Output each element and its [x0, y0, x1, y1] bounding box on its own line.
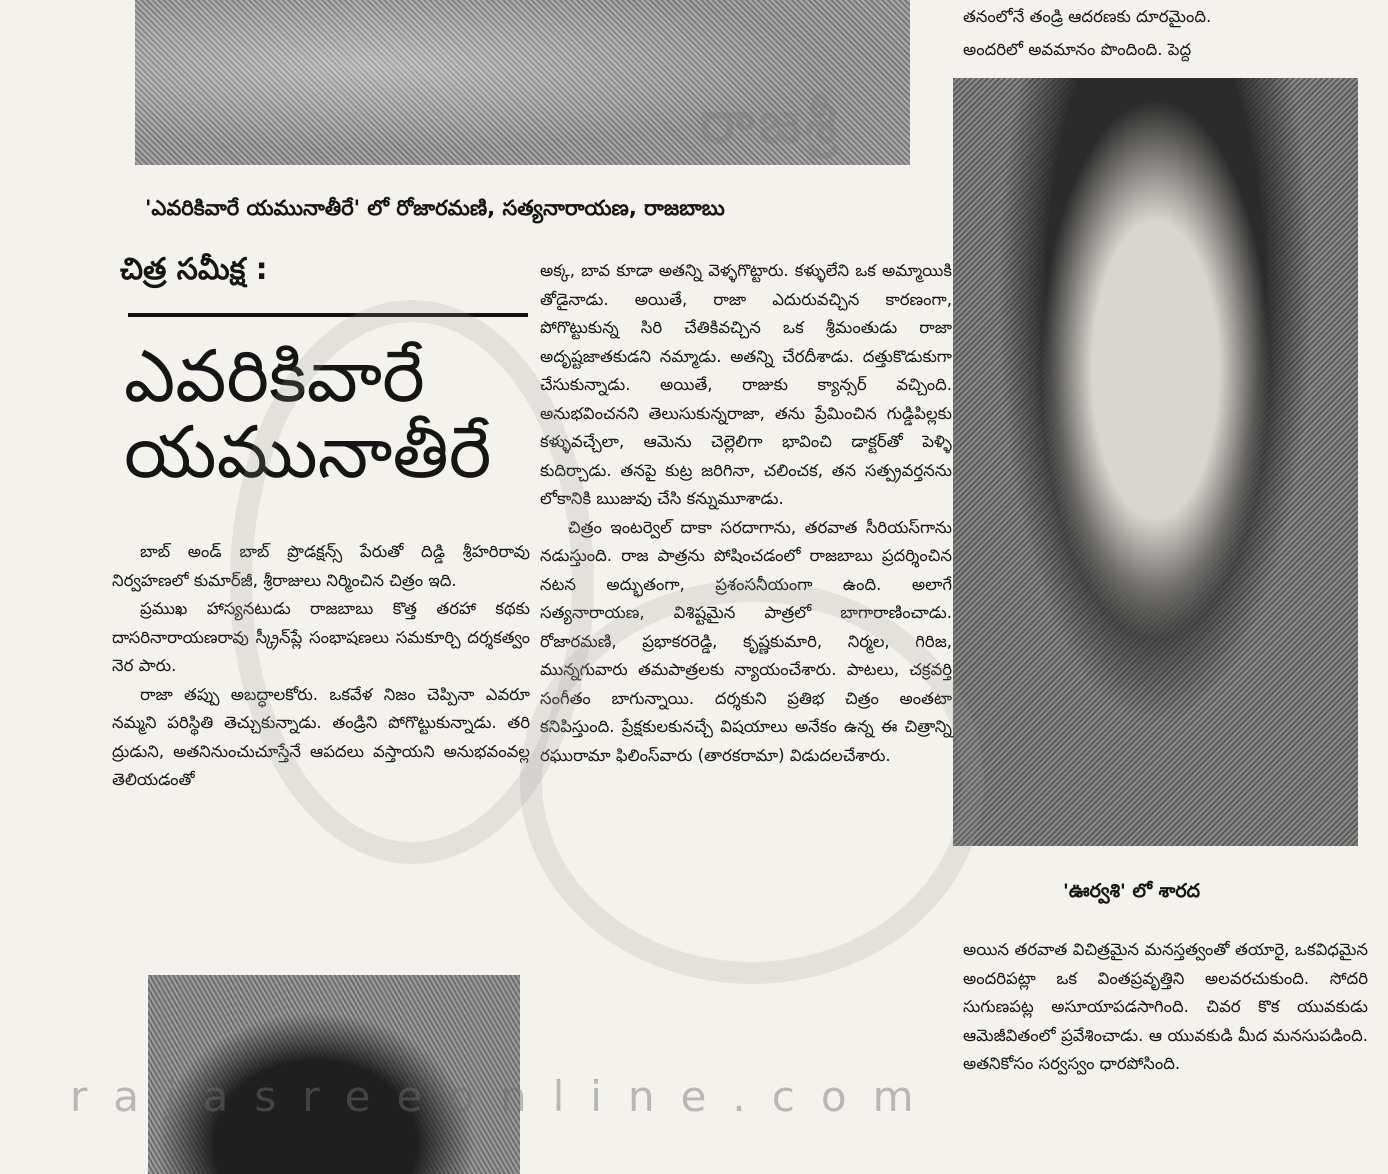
article-headline [124, 334, 544, 494]
paragraph-line: తనంలోనే తండ్రి ఆదరణకు దూరమైంది. [963, 7, 1212, 26]
paragraph: చిత్రం ఇంటర్వెల్ దాకా సరదాగాను, తరవాత సీరియస్‌గాను నడుస్తుంది. రాజ పాత్రను పోషించడంలో రాజబాబు ప్రదర్శించిన నటన అద్భుతంగా, ప్రశంసనీయంగా ఉంది. అలాగే సత్యనారాయణ, విశిష్టమైన పాత్రలో బాగారాణించాడు. రోజారమణి, ప్రభాకరరెడ్డి, కృష్ణకుమారి, నిర్మల, గిరిజ, మున్నగువారు తమపాత్రలకు న్యాయంచేశారు. పాటలు, చక్రవర్తి సంగీతం బాగున్నాయి. దర్శకుని ప్రతిభ చిత్రం అంతటా కనిపిస్తుంది. ప్రేక్షకులకునచ్చే విషయాలు అనేకం ఉన్న ఈ చిత్రాన్ని రఘురామా ఫిలింస్‌వారు (తారకరామా) విడుదలచేశారు. [540, 517, 952, 765]
article-column-3 [963, 936, 1368, 1079]
headline-line-1: ఎవరికివారే [124, 334, 425, 418]
section-label: చిత్ర సమీక్ష : [120, 252, 268, 287]
paragraph: ప్రముఖ హాస్యనటుడు రాజబాబు కొత్త తరహా కథకు దాసరినారాయణరావు స్క్రీన్‌ప్లే సంభాషణలు సమకూర్చి దర్శకత్వం నెర పారు. [112, 599, 530, 675]
watermark-url: rajasreeonline.com [70, 1072, 940, 1121]
photo-caption-right: 'ఊర్వశి' లో శారద [1063, 880, 1201, 902]
headline-line-2: యమునాతీరే [124, 410, 492, 494]
article-column-1 [112, 538, 530, 795]
paragraph: అక్క, బావ కూడా అతన్ని వెళ్ళగొట్టారు. కళ్ళులేని ఒక అమ్మాయికి తోడైనాడు. అయితే, రాజా ఎదురువచ్చిన కారణంగా, పోగొట్టుకున్న సిరి చేతికివచ్చిన ఒక శ్రీమంతుడు రాజా అదృష్టజాతకుడని నమ్మాడు. అతన్ని చేరదీశాడు. దత్తుకొడుకుగా చేసుకున్నాడు. అయితే, రాజుకు క్యాన్సర్ వచ్చింది. అనుభవించనని తెలుసుకున్నరాజా, తను ప్రేమించిన గుడ్డిపిల్లకు కళ్ళువచ్చేలా, ఆమెను చెల్లెలిగా భావించి డాక్టర్‌తో పెళ్ళి కుదిర్చాడు. తనపై కుట్ర జరిగినా, చలించక, తన సత్ప్రవర్తనను లోకానికి ఋజువు చేసి కన్నుమూశాడు. [540, 261, 952, 508]
portrait-photo-sharada [953, 78, 1358, 846]
paragraph: బాబ్ అండ్ బాబ్ ప్రొడక్షన్స్ పేరుతో దిడ్డి శ్రీహరిరావు నిర్వహణలో కుమార్‌జీ, శ్రీరాజులు నిర్మించిన చిత్రం ఇది. [112, 542, 530, 590]
watermark-logo: రాజశ్రీ [700, 88, 841, 156]
photo-caption-top: 'ఎవరికివారే యమునాతీరే' లో రోజారమణి, సత్యనారాయణ, రాజబాబు [145, 196, 725, 220]
paragraph-line: అందరిలో అవమానం పొందింది. పెద్ద [963, 40, 1192, 59]
article-column-2 [540, 257, 952, 770]
column-right-top [963, 0, 1368, 66]
paragraph: అయిన తరవాత విచిత్రమైన మనస్తత్వంతో తయారై, ఒకవిధమైన అందరిపట్లా ఒక వింతప్రవృత్తిని అలవరచుకుంది. సోదరి సుగుణపట్ల అసూయాపడసాగింది. చివర కొక యువకుడు ఆమెజీవితంలో ప్రవేశించాడు. ఆ యువకుడి మీద మనసుపడింది. అతనికోసం సర్వస్వం ధారపోసింది. [963, 940, 1368, 1073]
title-rule [128, 313, 528, 317]
paragraph: రాజా తప్పు అబద్ధాలకోరు. ఒకవేళ నిజం చెప్పినా ఎవరూ నమ్మని పరిస్థితి తెచ్చుకున్నాడు. తండ్రిని పోగొట్టుకున్నాడు. తరి ద్రుడుని, అతనినుంచుచూస్తేనే ఆపదలు వస్తాయని అనుభవంవల్ల తెలియడంతో [112, 684, 530, 789]
